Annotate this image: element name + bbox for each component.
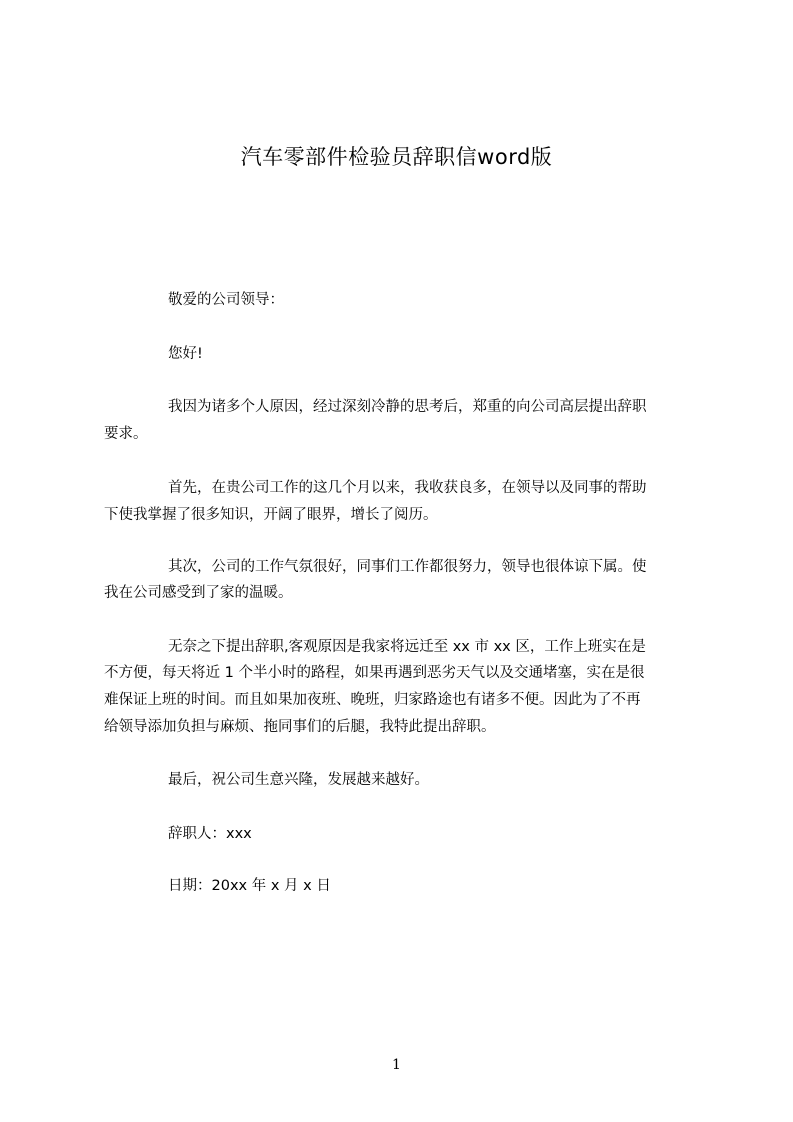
paragraph-1-line-2: 要求。 — [104, 426, 148, 442]
paragraph-4-line-3: 难保证上班的时间。而且如果加夜班、晚班，归家路途也有诸多不便。因此为了不再 — [104, 692, 641, 708]
greeting: 敬爱的公司领导： — [168, 292, 284, 308]
page-number: 1 — [392, 1057, 401, 1073]
paragraph-2-line-2: 下使我掌握了很多知识，开阔了眼界，增长了阅历。 — [104, 507, 438, 523]
date: 日期：20xx 年 x 月 x 日 — [168, 878, 331, 894]
signer: 辞职人：xxx — [168, 826, 252, 842]
paragraph-3-line-2: 我在公司感受到了家的温暖。 — [104, 585, 293, 601]
paragraph-2-line-1: 首先，在贵公司工作的这几个月以来，我收获良多，在领导以及同事的帮助 — [168, 480, 647, 496]
document-title: 汽车零部件检验员辞职信word版 — [240, 145, 553, 169]
paragraph-4-line-4: 给领导添加负担与麻烦、拖同事们的后腿，我特此提出辞职。 — [104, 719, 496, 735]
paragraph-1-line-1: 我因为诸多个人原因，经过深刻冷静的思考后，郑重的向公司高层提出辞职 — [168, 399, 647, 415]
paragraph-5-line-1: 最后，祝公司生意兴隆，发展越来越好。 — [168, 772, 429, 788]
paragraph-3-line-1: 其次，公司的工作气氛很好，同事们工作都很努力，领导也很体谅下属。使 — [168, 559, 647, 575]
paragraph-4-line-2: 不方便，每天将近 1 个半小时的路程，如果再遇到恶劣天气以及交通堵塞，实在是很 — [104, 665, 645, 681]
paragraph-4-line-1: 无奈之下提出辞职,客观原因是我家将远迁至 xx 市 xx 区，工作上班实在是 — [168, 639, 646, 655]
salutation: 您好! — [168, 346, 203, 362]
